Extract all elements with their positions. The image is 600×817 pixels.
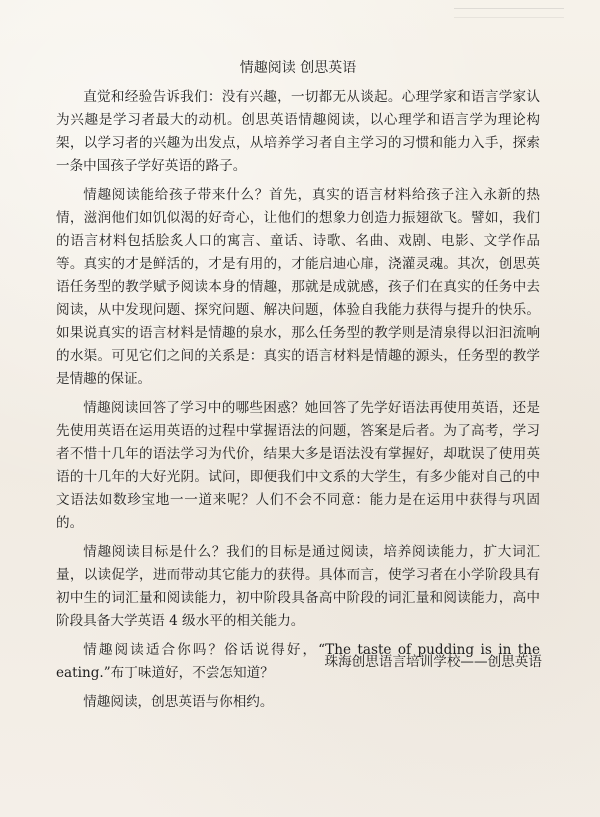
document-title: 情趣阅读 创思英语: [239, 60, 357, 76]
paragraph-benefits: 情趣阅读能给孩子带来什么？首先，真实的语言材料给孩子注入永新的热情，滋润他们如饥似渴的好奇心，让他们的想象力创造力振翅欲飞。譬如，我们的语言材料包括脍炙人口的寓言、童话、诗歌、名曲、戏剧、电影、文学作品等。真实的才是鲜活的，才是有用的，才能启迪心扉，浇灌灵魂。其次，创思英语任务型的教学赋予阅读本身的情趣，那就是成就感，孩子们在真实的任务中去阅读，从中发现问题、探究问题、解决问题，体验自我能力获得与提升的快乐。如果说真实的语言材料是情趣的泉水，那么任务型的教学则是清泉得以汩汩流响的水渠。可见它们之间的关系是：真实的语言材料是情趣的源头，任务型的教学是情趣的保证。: [56, 187, 540, 387]
document-content: [56, 58, 540, 720]
paragraph-goals: 情趣阅读目标是什么？我们的目标是通过阅读，培养阅读能力，扩大词汇量，以读促学，进而带动其它能力的获得。具体而言，使学习者在小学阶段具有初中生的词汇量和阅读能力，初中阶段具备高中阶段的词汇量和阅读能力，高中阶段具备大学英语 4 级水平的相关能力。: [56, 544, 540, 629]
paragraph-questions: 情趣阅读回答了学习中的哪些困惑？她回答了先学好语法再使用英语，还是先使用英语在运用英语的过程中掌握语法的问题，答案是后者。为了高考，学习者不惜十几年的语法学习为代价，结果大多是语法没有掌握好，却耽误了使用英语的十几年的大好光阴。试问，即便我们中文系的大学生，有多少能对自己的中文语法如数珍宝地一一道来呢？人们不会不同意：能力是在运用中获得与巩固的。: [56, 400, 540, 531]
paragraph-intro: 直觉和经验告诉我们：没有兴趣，一切都无从谈起。心理学家和语言学家认为兴趣是学习者最大的动机。创思英语情趣阅读，以心理学和语言学为理论构架，以学习者的兴趣为出发点，从培养学习者自主学习的习惯和能力入手，探索一条中国孩子学好英语的路子。: [56, 89, 540, 174]
paragraph-suitability: 情趣阅读适合你吗？俗话说得好，“The taste of pudding is in the eating.”布丁味道好，不尝怎知道？: [56, 642, 540, 681]
paragraph-closing: 情趣阅读，创思英语与你相约。: [83, 694, 274, 710]
header-artifact: [454, 8, 564, 18]
school-signature: 珠海创思语言培训学校——创思英语: [324, 654, 542, 670]
